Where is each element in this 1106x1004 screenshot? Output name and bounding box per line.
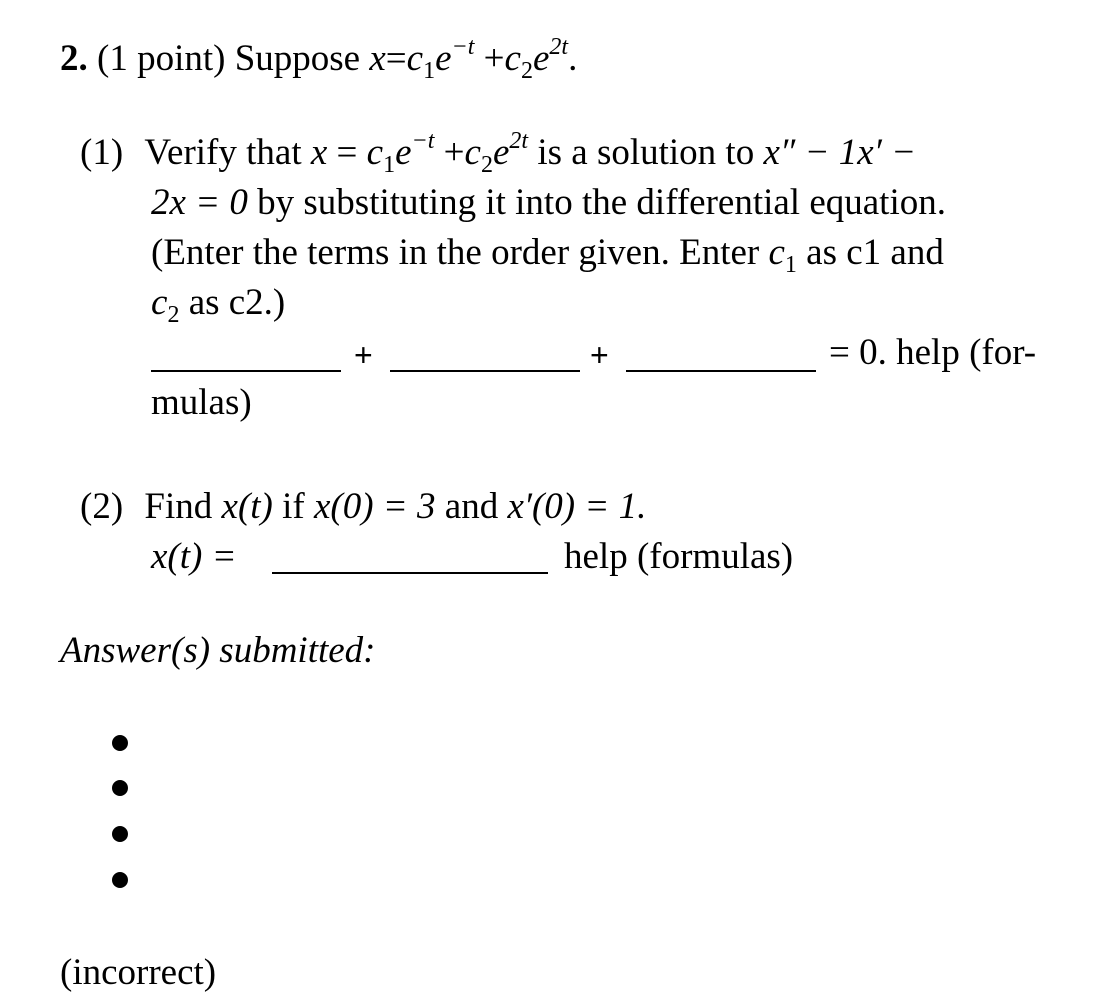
formula-plus: + xyxy=(483,38,505,79)
part2-line2 xyxy=(151,532,237,582)
part1-line2 xyxy=(151,178,946,228)
deq-head: x″ − 1x′ − xyxy=(763,132,917,173)
p1-formula-x: x xyxy=(310,132,328,173)
p1-sub-1: 1 xyxy=(383,152,396,178)
part2-label: (2) xyxy=(80,486,124,527)
answer-blank-term3[interactable] xyxy=(626,340,816,372)
problem-statement xyxy=(60,34,577,84)
p1-formula-eq: = xyxy=(336,132,358,173)
submitted-bullet-3 xyxy=(112,826,128,842)
intro-word: Suppose xyxy=(234,38,361,79)
deq-tail: 2x = 0 xyxy=(151,182,248,223)
part1-text-b: is a solution to xyxy=(537,132,755,173)
answer-blank-term2[interactable] xyxy=(390,340,580,372)
p1-plus: + xyxy=(443,132,465,173)
part1-line3 xyxy=(151,228,944,278)
part2-text-if: if xyxy=(282,486,305,527)
instr-sub-1: 1 xyxy=(784,252,797,278)
instr-c: as c2.) xyxy=(188,282,286,323)
formula-exp-neg-t: −t xyxy=(451,34,475,60)
part1-text-c: by substituting it into the differential equation. xyxy=(257,182,946,223)
part2-text-a: Find xyxy=(144,486,213,527)
submitted-bullet-4 xyxy=(112,872,128,888)
rhs-equals-zero: = 0. xyxy=(829,332,887,373)
plus-sign-2: + xyxy=(590,337,609,373)
part2-cond-x: x(t) xyxy=(221,486,273,527)
submitted-bullet-1 xyxy=(112,735,128,751)
part2-cond2: x′(0) = 1. xyxy=(507,486,647,527)
p1-exp-2t: 2t xyxy=(509,128,529,154)
formula-exp-2t: 2t xyxy=(549,34,569,60)
part1-help-wrap xyxy=(151,378,252,428)
problem-points: (1 point) xyxy=(97,38,226,79)
help-formulas-link-1b[interactable]: mulas) xyxy=(151,382,252,423)
answer-lhs: x(t) = xyxy=(151,536,237,577)
problem-number: 2. xyxy=(60,38,88,79)
part1-text-a: Verify that xyxy=(144,132,302,173)
submitted-result: (incorrect) xyxy=(60,952,217,993)
formula-eq: = xyxy=(385,38,407,79)
p1-sub-2: 2 xyxy=(480,152,493,178)
part1-label: (1) xyxy=(80,132,124,173)
formula-c1: c xyxy=(406,38,424,79)
submitted-bullet-2 xyxy=(112,780,128,796)
submitted-heading: Answer(s) submitted: xyxy=(60,630,376,671)
instr-b: as c1 and xyxy=(806,232,944,273)
plus-sign-1: + xyxy=(354,337,373,373)
help-formulas-link-2[interactable]: help (formulas) xyxy=(564,536,794,577)
p1-formula-c1: c xyxy=(366,132,384,173)
instr-c2: c xyxy=(151,282,168,323)
p1-e2: e xyxy=(492,132,510,173)
part2-text-and: and xyxy=(444,486,499,527)
help-formulas-link-1a[interactable]: help (for- xyxy=(896,332,1037,373)
part1-line1 xyxy=(80,128,916,178)
formula-x: x xyxy=(369,38,386,79)
part2-line1 xyxy=(80,482,646,532)
answer-blank-term1[interactable] xyxy=(151,340,341,372)
part2-cond1: x(0) = 3 xyxy=(313,486,436,527)
p1-e1: e xyxy=(395,132,412,173)
part1-line4 xyxy=(151,278,285,328)
instr-a: (Enter the terms in the order given. Enter xyxy=(151,232,760,273)
formula-sub-1: 1 xyxy=(423,58,436,84)
formula-c2: c xyxy=(504,38,521,79)
part2-help-wrap xyxy=(564,532,793,582)
p1-formula-c2: c xyxy=(464,132,481,173)
formula-e2: e xyxy=(532,38,550,79)
formula-e1: e xyxy=(435,38,452,79)
instr-c1: c xyxy=(768,232,785,273)
part1-rhs-line xyxy=(829,328,1036,378)
instr-sub-2: 2 xyxy=(167,302,180,328)
p1-exp-neg-t: −t xyxy=(411,128,435,154)
answer-blank-xt[interactable] xyxy=(272,542,548,574)
formula-sub-2: 2 xyxy=(520,58,533,84)
formula-period: . xyxy=(568,38,578,79)
